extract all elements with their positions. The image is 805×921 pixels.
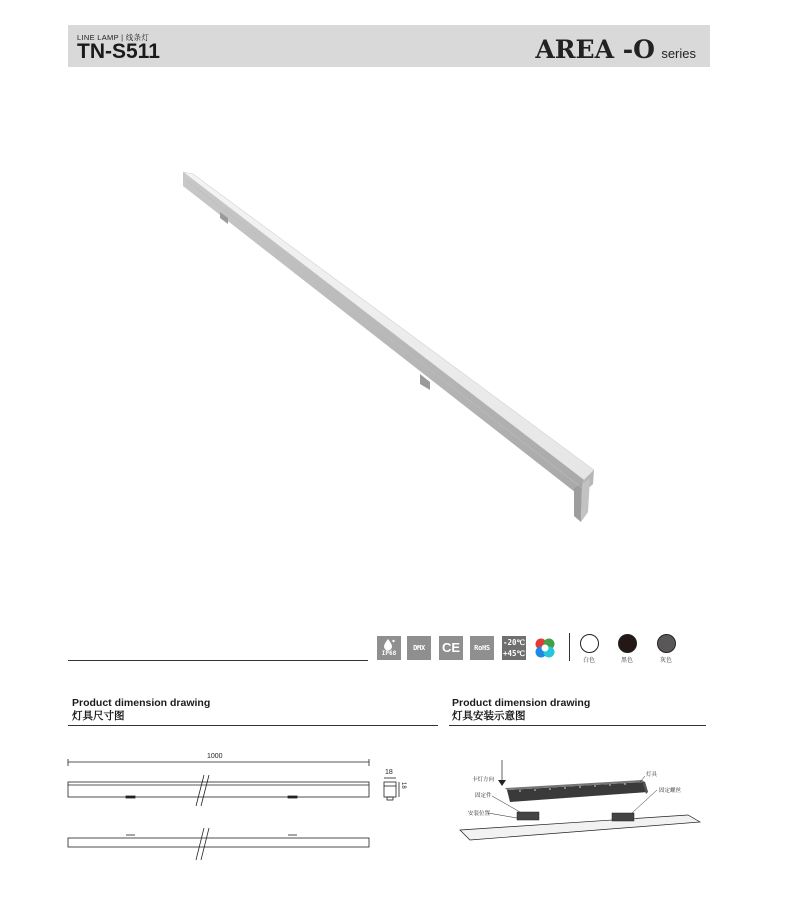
installation-title-cn: 灯具安装示意图 xyxy=(452,710,526,722)
product-model: TN-S511 xyxy=(77,40,160,63)
dimension-title-en: Product dimension drawing xyxy=(72,697,211,709)
install-fixture-label: 灯具 xyxy=(646,772,658,778)
length-dimension: 1000 xyxy=(207,753,223,760)
install-direction-label: 卡灯方向 xyxy=(472,777,495,783)
height-dimension: 18 xyxy=(400,782,406,789)
series-suffix: series xyxy=(661,46,696,61)
ce-badge: CE xyxy=(439,636,463,660)
rohs-badge: RoHS xyxy=(470,636,494,660)
product-category: LINE LAMP | 线条灯 xyxy=(77,33,150,42)
install-fixing-screw-label: 固定螺丝 xyxy=(659,788,682,794)
dmx-badge: DMX xyxy=(407,636,431,660)
color-label-black: 黑色 xyxy=(620,658,633,664)
installation-title-en: Product dimension drawing xyxy=(452,697,591,709)
install-position-label: 安装位置 xyxy=(468,811,491,817)
series-name: AREA -O xyxy=(535,35,655,64)
width-dimension: 18 xyxy=(385,769,393,776)
temp-max: +45℃ xyxy=(503,649,525,658)
install-fixing-part-label: 固定件 xyxy=(475,793,492,799)
dimension-title-cn: 灯具尺寸图 xyxy=(72,710,125,722)
temp-min: -20℃ xyxy=(503,638,525,647)
color-label-gray: 灰色 xyxy=(659,658,672,664)
color-label-white: 白色 xyxy=(582,658,595,664)
ip68-label: IP68 xyxy=(381,650,397,657)
